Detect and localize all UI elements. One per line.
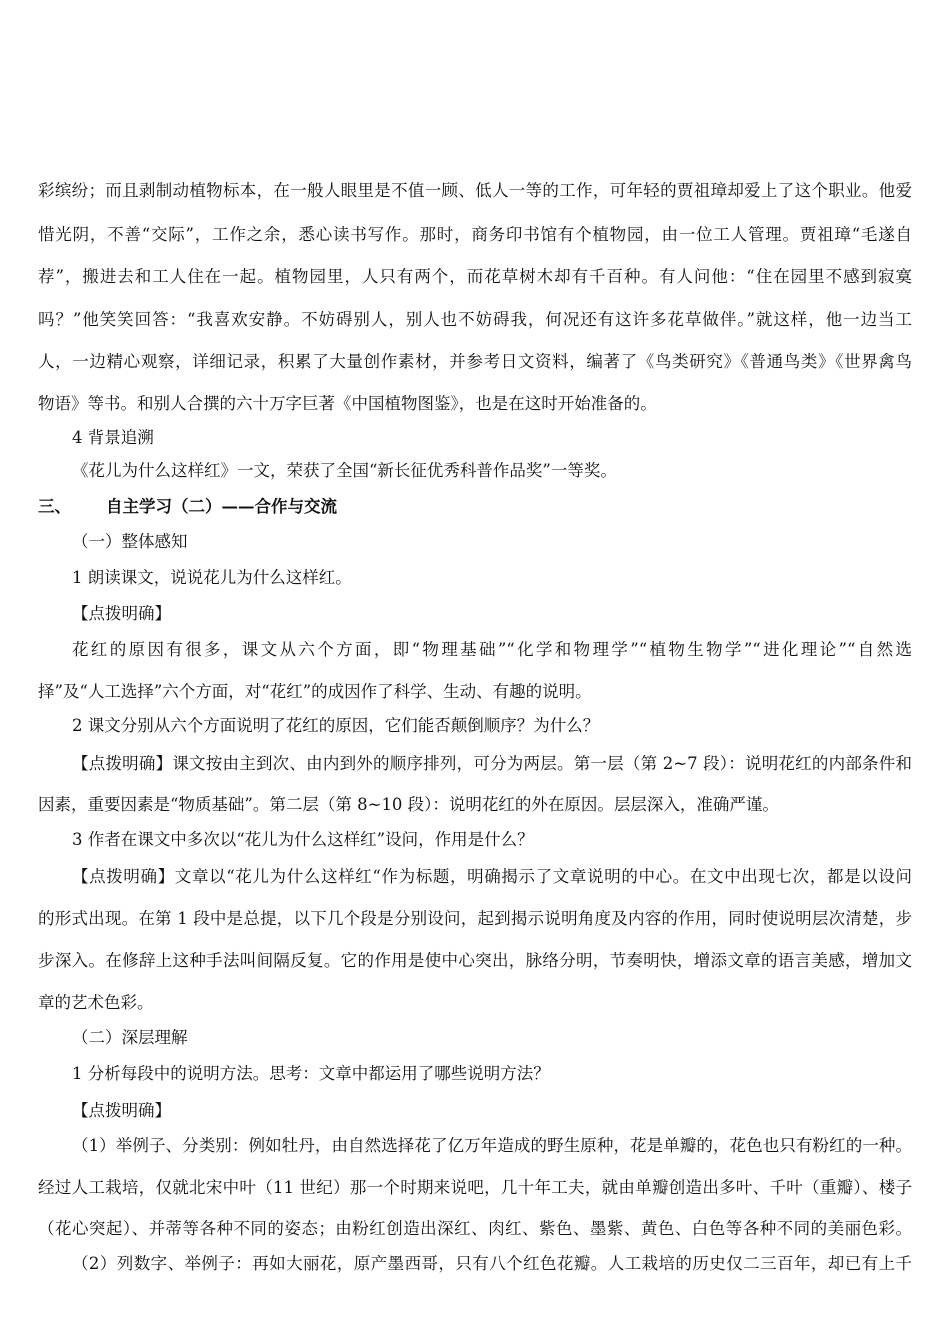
paragraph-line: 经过人工栽培，仅就北宋中叶（11 世纪）那一个时期来说吧，几十年工夫，就由单瓣创造出多叶、千叶（重瓣）、楼子 (38, 1178, 912, 1197)
paragraph-line: 的形式出现。在第 1 段中是总提，以下几个段是分别设问，起到揭示说明角度及内容的作用，同时使说明层次清楚，步 (38, 909, 912, 928)
paragraph-line: 荐”，搬进去和工人住在一起。植物园里，人只有两个，而花草树木却有千百种。有人问他：“住在园里不感到寂寞 (38, 267, 912, 286)
paragraph-line: 惜光阴，不善“交际”，工作之余，悉心读书写作。那时，商务印书馆有个植物园，由一位工人管理。贾祖璋“毛遂自 (38, 225, 912, 244)
paragraph-line: 1 分析每段中的说明方法。思考：文章中都运用了哪些说明方法？ (72, 1064, 550, 1083)
paragraph-line: 2 课文分别从六个方面说明了花红的原因，它们能否颠倒顺序？为什么？ (72, 716, 600, 735)
paragraph-line: 物语》等书。和别人合撰的六十万字巨著《中国植物图鉴》，也是在这时开始准备的。 (38, 394, 657, 413)
paragraph-line: 【点拨明确】课文按由主到次、由内到外的顺序排列，可分为两层。第一层（第 2~7 段）：说明花红的内部条件和 (72, 754, 912, 773)
answer-label: 【点拨明确】 (72, 604, 171, 623)
paragraph-line: （2）列数字、举例子：再如大丽花，原产墨西哥，只有八个红色花瓣。人工栽培的历史仅二三百年，却已有上千 (72, 1254, 912, 1273)
paragraph-line: 3 作者在课文中多次以“花儿为什么这样红”设问，作用是什么？ (72, 830, 534, 849)
paragraph-line: 步深入。在修辞上这种手法叫间隔反复。它的作用是使中心突出，脉络分明，节奏明快，增添文章的语言美感，增加文 (38, 951, 912, 970)
section-heading (38, 497, 337, 517)
answer-label: 【点拨明确】 (72, 1101, 171, 1120)
paragraph-line: （1）举例子、分类别：例如牡丹，由自然选择花了亿万年造成的野生原种，花是单瓣的，花色也只有粉红的一种。 (72, 1136, 912, 1155)
paragraph-line: 【点拨明确】文章以“花儿为什么这样红“作为标题，明确揭示了文章说明的中心。在文中出现七次，都是以设问 (72, 867, 912, 886)
subheading: 4 背景追溯 (72, 428, 154, 447)
paragraph-line: （花心突起）、并蒂等各种不同的姿态；由粉红创造出深红、肉红、紫色、墨紫、黄色、白色等各种不同的美丽色彩。 (38, 1219, 912, 1238)
subheading: （二）深层理解 (72, 1028, 188, 1047)
paragraph-line: 择”及“人工选择”六个方面，对“花红”的成因作了科学、生动、有趣的说明。 (38, 682, 592, 701)
section-number: 三、 (38, 497, 71, 516)
paragraph-line: 章的艺术色彩。 (38, 993, 154, 1012)
subheading: （一）整体感知 (72, 532, 188, 551)
paragraph-line: 人，一边精心观察，详细记录，积累了大量创作素材，并参考日文资料，编著了《鸟类研究》《普通鸟类》《世界禽鸟 (38, 352, 912, 371)
paragraph-line: 《花儿为什么这样红》一文，荣获了全国“新长征优秀科普作品奖”一等奖。 (72, 461, 617, 480)
paragraph-line: 1 朗读课文，说说花儿为什么这样红。 (72, 568, 352, 587)
paragraph-line: 花红的原因有很多，课文从六个方面，即“物理基础”“化学和物理学”“植物生物学”“进化理论”“自然选 (72, 640, 912, 659)
section-title: 自主学习（二）——合作与交流 (106, 497, 337, 516)
paragraph-line: 吗？”他笑笑回答：“我喜欢安静。不妨碍别人，别人也不妨碍我，何况还有这许多花草做伴。”就这样，他一边当工 (38, 310, 912, 329)
paragraph-line: 因素，重要因素是“物质基础”。第二层（第 8~10 段）：说明花红的外在原因。层层深入，准确严谨。 (38, 795, 779, 814)
paragraph-line: 彩缤纷；而且剥制动植物标本，在一般人眼里是不值一顾、低人一等的工作，可年轻的贾祖璋却爱上了这个职业。他爱 (38, 181, 912, 200)
